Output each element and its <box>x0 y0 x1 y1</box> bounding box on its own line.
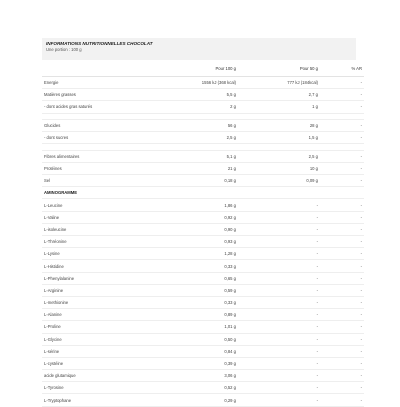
value-per-50g: - <box>238 333 320 345</box>
nutrient-name: L-Tryptophane <box>42 394 156 406</box>
value-ar: - <box>320 223 364 235</box>
table-row <box>42 370 364 382</box>
nutrient-name: L-Glycine <box>42 333 156 345</box>
value-ar: - <box>320 248 364 260</box>
column-header-ar: % AR <box>320 60 364 77</box>
value-per-50g: - <box>238 357 320 369</box>
table-row <box>42 162 364 174</box>
nutrient-name: acide glutamique <box>42 370 156 382</box>
value-per-50g: - <box>238 382 320 394</box>
nutrient-name: Fibres alimentaires <box>42 150 156 162</box>
table-row <box>42 119 364 131</box>
value-ar: - <box>320 296 364 308</box>
table-row <box>42 101 364 113</box>
value-per-50g: 10 g <box>238 162 320 174</box>
value-per-50g <box>238 187 320 199</box>
nutrient-name: L-methionine <box>42 296 156 308</box>
table-row <box>42 211 364 223</box>
value-ar: - <box>320 119 364 131</box>
value-per-100g: 0,29 g <box>156 394 238 406</box>
value-per-100g: 3,06 g <box>156 370 238 382</box>
table-row <box>42 260 364 272</box>
value-per-100g: 5,1 g <box>156 150 238 162</box>
value-per-100g: 0,39 g <box>156 357 238 369</box>
value-per-100g: 0,33 g <box>156 296 238 308</box>
value-per-50g: - <box>238 370 320 382</box>
value-ar: - <box>320 345 364 357</box>
value-per-100g: 0,89 g <box>156 309 238 321</box>
value-per-50g: 2,7 g <box>238 89 320 101</box>
table-row <box>42 175 364 187</box>
nutrient-name: L-Proline <box>42 321 156 333</box>
value-ar: - <box>320 101 364 113</box>
value-per-100g: 0,93 g <box>156 236 238 248</box>
value-ar: - <box>320 150 364 162</box>
value-per-100g: 1,01 g <box>156 321 238 333</box>
value-per-50g: - <box>238 260 320 272</box>
value-ar: - <box>320 333 364 345</box>
nutrient-name: L-Valine <box>42 211 156 223</box>
value-per-50g: - <box>238 284 320 296</box>
value-per-100g: 0,92 g <box>156 211 238 223</box>
table-row <box>42 272 364 284</box>
portion-size: Une portion : 100 g <box>46 47 82 52</box>
nutrient-name: AMINOGRAMME <box>42 187 156 199</box>
nutrition-title: INFORMATIONS NUTRITIONNELLES CHOCOLAT <box>46 41 153 46</box>
value-per-50g: 2,5 g <box>238 150 320 162</box>
value-ar: - <box>320 77 364 89</box>
table-row <box>42 223 364 235</box>
value-per-100g <box>156 187 238 199</box>
value-ar: - <box>320 236 364 248</box>
table-row <box>42 382 364 394</box>
nutrient-name: L-Histidine <box>42 260 156 272</box>
table-row <box>42 150 364 162</box>
value-ar: - <box>320 370 364 382</box>
value-ar: - <box>320 162 364 174</box>
table-row <box>42 236 364 248</box>
table-row <box>42 333 364 345</box>
value-per-50g: - <box>238 296 320 308</box>
table-row <box>42 321 364 333</box>
value-per-50g: - <box>238 211 320 223</box>
value-ar: - <box>320 89 364 101</box>
nutrient-name: - dont sucres <box>42 132 156 144</box>
value-per-100g: 0,50 g <box>156 333 238 345</box>
nutrient-name: L-isoleucine <box>42 223 156 235</box>
nutrient-name: Matières grasses <box>42 89 156 101</box>
nutrient-name: - dont acides gras saturés <box>42 101 156 113</box>
nutrient-name: L-Leucine <box>42 199 156 211</box>
value-per-50g: 1,5 g <box>238 132 320 144</box>
nutrient-name: Energie <box>42 77 156 89</box>
value-ar: - <box>320 272 364 284</box>
value-ar <box>320 187 364 199</box>
table-row <box>42 89 364 101</box>
nutrient-name: L-cystéine <box>42 357 156 369</box>
value-per-50g: - <box>238 236 320 248</box>
value-per-100g: 2 g <box>156 101 238 113</box>
value-per-100g: 0,84 g <box>156 345 238 357</box>
table-header-row <box>42 60 364 77</box>
value-per-50g: 0,09 g <box>238 175 320 187</box>
value-per-100g: 0,90 g <box>156 223 238 235</box>
table-row <box>42 394 364 406</box>
table-row <box>42 284 364 296</box>
column-header-nutrient <box>42 60 156 77</box>
value-per-50g: - <box>238 248 320 260</box>
value-per-100g: 1556 kJ (368 kcal) <box>156 77 238 89</box>
table-section-row <box>42 187 364 199</box>
value-per-50g: - <box>238 394 320 406</box>
value-per-100g: 0,18 g <box>156 175 238 187</box>
value-per-50g: - <box>238 199 320 211</box>
value-ar: - <box>320 175 364 187</box>
value-per-100g: 0,52 g <box>156 382 238 394</box>
value-per-100g: 1,28 g <box>156 248 238 260</box>
column-header-per-100g: Pour 100 g <box>156 60 238 77</box>
nutrition-table <box>42 60 364 407</box>
value-per-100g: 21 g <box>156 162 238 174</box>
value-per-50g: 1 g <box>238 101 320 113</box>
value-ar: - <box>320 132 364 144</box>
value-ar: - <box>320 382 364 394</box>
value-per-100g: 0,59 g <box>156 284 238 296</box>
table-row <box>42 248 364 260</box>
value-ar: - <box>320 394 364 406</box>
table-row <box>42 357 364 369</box>
nutrient-name: Protéines <box>42 162 156 174</box>
value-ar: - <box>320 357 364 369</box>
value-per-50g: - <box>238 345 320 357</box>
value-ar: - <box>320 260 364 272</box>
value-per-100g: 1,86 g <box>156 199 238 211</box>
nutrient-name: L-Thréonine <box>42 236 156 248</box>
nutrient-name: L-Alanine <box>42 309 156 321</box>
table-row <box>42 309 364 321</box>
column-header-per-50g: Pour 50 g <box>238 60 320 77</box>
value-ar: - <box>320 199 364 211</box>
value-per-100g: 0,65 g <box>156 272 238 284</box>
nutrient-name: Glucides <box>42 119 156 131</box>
value-per-100g: 56 g <box>156 119 238 131</box>
nutrient-name: L-Phenylalanine <box>42 272 156 284</box>
nutrient-name: L-sérine <box>42 345 156 357</box>
value-per-50g: - <box>238 272 320 284</box>
value-per-50g: - <box>238 309 320 321</box>
value-ar: - <box>320 309 364 321</box>
table-row <box>42 132 364 144</box>
table-row <box>42 296 364 308</box>
table-row <box>42 345 364 357</box>
nutrition-panel <box>42 38 362 407</box>
nutrient-name: L-Lysine <box>42 248 156 260</box>
nutrient-name: L-Tyrosine <box>42 382 156 394</box>
table-row <box>42 77 364 89</box>
value-per-100g: 2,5 g <box>156 132 238 144</box>
value-per-50g: 777 kJ (184kcal) <box>238 77 320 89</box>
value-per-50g: - <box>238 223 320 235</box>
value-per-50g: - <box>238 321 320 333</box>
nutrition-header <box>42 38 356 60</box>
value-per-50g: 28 g <box>238 119 320 131</box>
nutrient-name: L-Arginine <box>42 284 156 296</box>
value-per-100g: 0,33 g <box>156 260 238 272</box>
nutrient-name: Sel <box>42 175 156 187</box>
value-ar: - <box>320 321 364 333</box>
value-per-100g: 5,5 g <box>156 89 238 101</box>
value-ar: - <box>320 284 364 296</box>
table-row <box>42 199 364 211</box>
value-ar: - <box>320 211 364 223</box>
